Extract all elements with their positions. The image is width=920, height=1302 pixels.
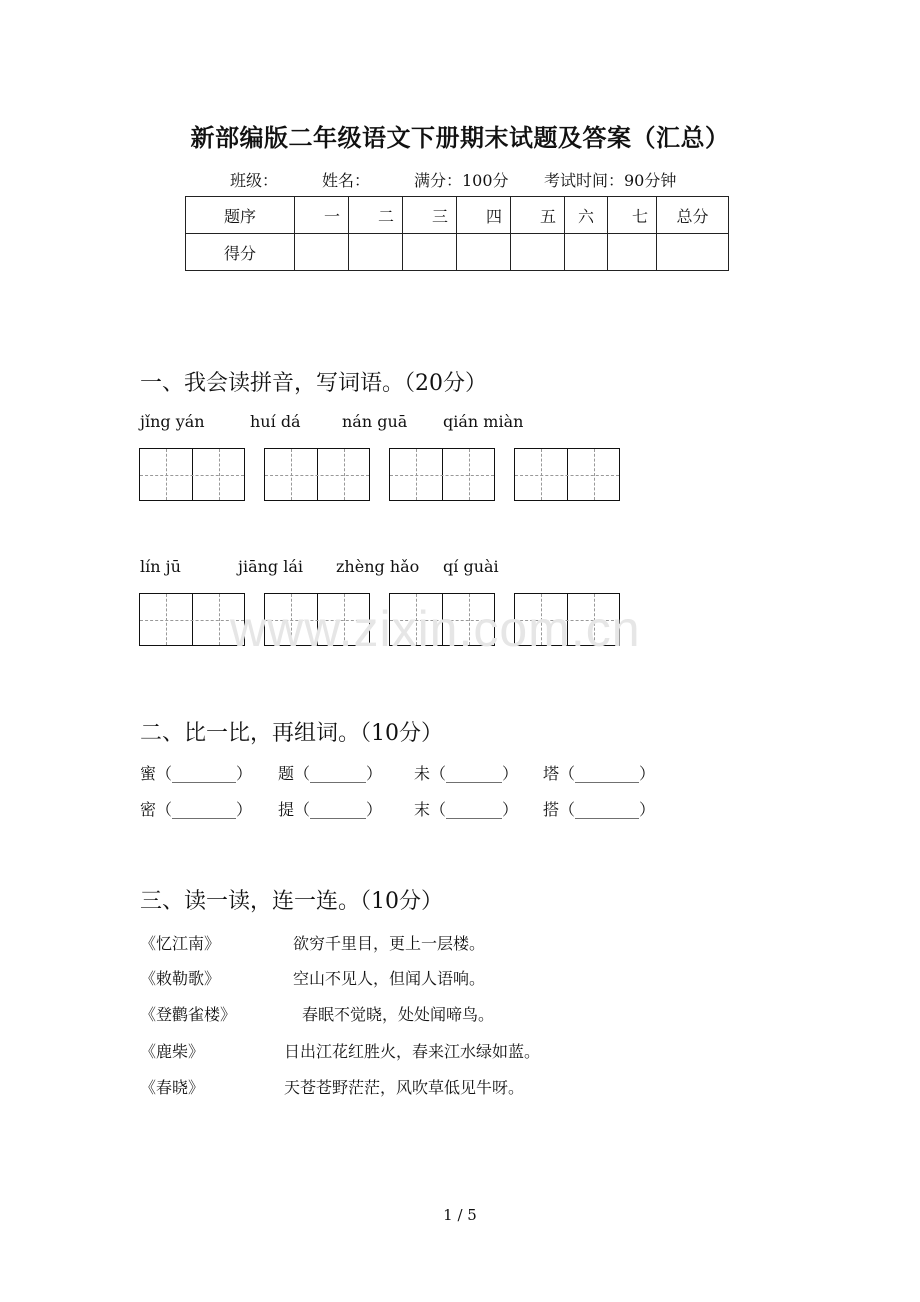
writing-grid[interactable] — [514, 448, 620, 501]
word-blank[interactable]: 末（_______） — [414, 800, 519, 819]
writing-grid[interactable] — [264, 448, 370, 501]
exam-time: 考试时间：90分钟 — [544, 171, 677, 190]
score-cell[interactable] — [565, 234, 608, 271]
score-cell[interactable] — [608, 234, 657, 271]
header-cell: 二 — [349, 197, 403, 234]
word-blank[interactable]: 提（_______） — [278, 800, 383, 819]
score-cell[interactable] — [403, 234, 457, 271]
poem-line[interactable]: 春眠不觉晓，处处闻啼鸟。 — [302, 1005, 495, 1024]
header-cell: 一 — [295, 197, 349, 234]
poem-title[interactable]: 《鹿柴》 — [140, 1042, 205, 1061]
score-cell[interactable] — [349, 234, 403, 271]
pinyin-label: huí dá — [250, 412, 301, 431]
score-cell[interactable] — [511, 234, 565, 271]
word-blank[interactable]: 搭（________） — [543, 800, 656, 819]
word-blank[interactable]: 题（_______） — [278, 764, 383, 783]
pinyin-label: jǐng yán — [140, 412, 205, 431]
poem-title[interactable]: 《敕勒歌》 — [140, 969, 221, 988]
header-cell: 四 — [457, 197, 511, 234]
header-cell: 七 — [608, 197, 657, 234]
header-cell: 总分 — [657, 197, 729, 234]
poem-title[interactable]: 《春晓》 — [140, 1078, 205, 1097]
header-cell: 五 — [511, 197, 565, 234]
document-title: 新部编版二年级语文下册期末试题及答案（汇总） — [190, 123, 730, 152]
name-label: 姓名： — [322, 171, 371, 190]
poem-line[interactable]: 天苍苍野茫茫，风吹草低见牛呀。 — [284, 1078, 525, 1097]
score-row-label: 得分 — [186, 234, 295, 271]
pinyin-label: jiāng lái — [238, 557, 304, 576]
poem-line[interactable]: 空山不见人，但闻人语响。 — [293, 969, 486, 988]
score-table-score-row — [186, 234, 729, 271]
header-cell: 六 — [565, 197, 608, 234]
page-number: 1 / 5 — [443, 1206, 477, 1224]
pinyin-label: nán guā — [342, 412, 408, 431]
score-table-header-row — [186, 197, 729, 234]
writing-grid[interactable] — [139, 448, 245, 501]
poem-title[interactable]: 《忆江南》 — [140, 934, 221, 953]
word-blank[interactable]: 塔（________） — [543, 764, 656, 783]
class-label: 班级： — [230, 171, 279, 190]
pinyin-label: zhèng hǎo — [336, 557, 420, 576]
pinyin-label: qí guài — [443, 557, 499, 576]
word-blank[interactable]: 未（_______） — [414, 764, 519, 783]
word-blank[interactable]: 密（________） — [140, 800, 253, 819]
writing-grid[interactable] — [389, 448, 495, 501]
poem-title[interactable]: 《登鹳雀楼》 — [140, 1005, 237, 1024]
word-blank[interactable]: 蜜（________） — [140, 764, 253, 783]
score-cell[interactable] — [657, 234, 729, 271]
watermark: www.zixin.com.cn — [230, 601, 641, 657]
section3-heading: 三、读一读，连一连。（10分） — [140, 889, 443, 914]
score-cell[interactable] — [457, 234, 511, 271]
header-cell: 三 — [403, 197, 457, 234]
header-cell: 题序 — [186, 197, 295, 234]
section2-heading: 二、比一比，再组词。（10分） — [140, 721, 443, 746]
poem-line[interactable]: 日出江花红胜火，春来江水绿如蓝。 — [284, 1042, 541, 1061]
full-score: 满分：100分 — [414, 171, 509, 190]
score-table — [185, 196, 729, 271]
pinyin-label: lín jū — [140, 557, 181, 576]
poem-line[interactable]: 欲穷千里目，更上一层楼。 — [293, 934, 486, 953]
pinyin-label: qián miàn — [443, 412, 524, 431]
score-cell[interactable] — [295, 234, 349, 271]
section1-heading: 一、我会读拼音，写词语。（20分） — [140, 371, 487, 396]
